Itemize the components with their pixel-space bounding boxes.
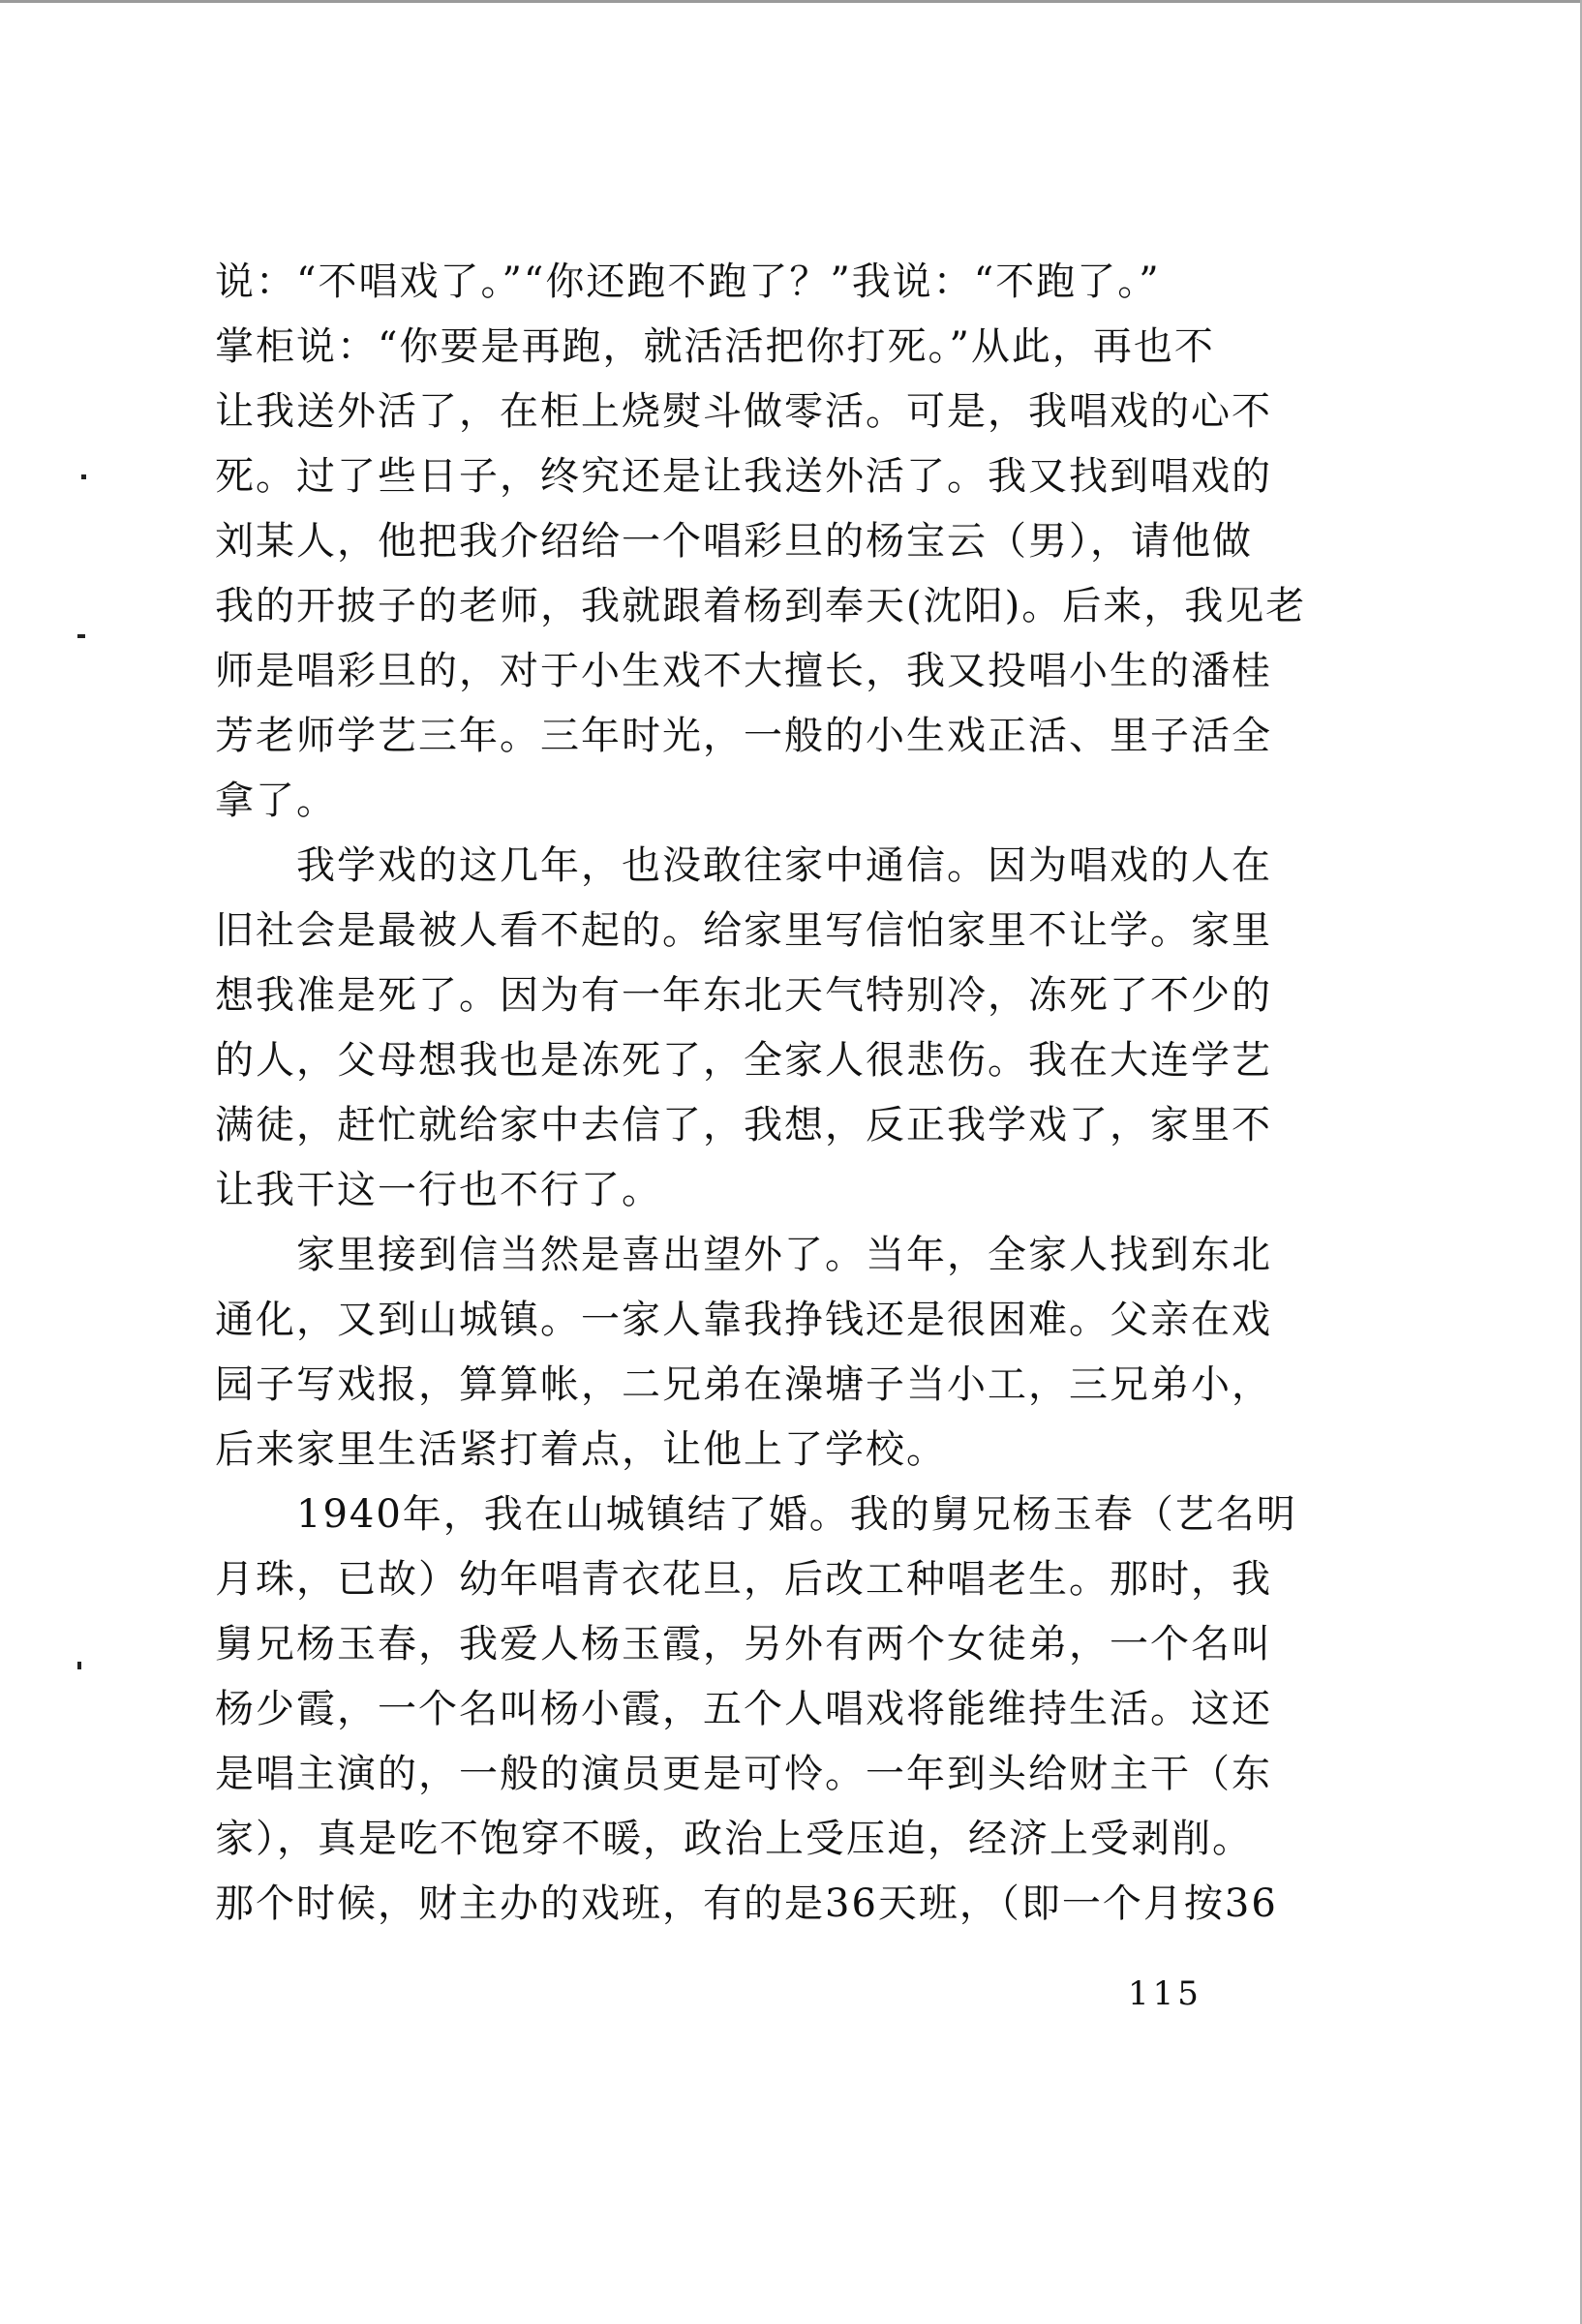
page-number: 115 [1128,1974,1202,2013]
text-line: 旧社会是最被人看不起的。给家里写信怕家里不让学。家里 [215,908,1272,953]
text-line: 园子写戏报，算算帐，二兄弟在澡塘子当小工，三兄弟小， [215,1362,1272,1407]
text-line: 满徒，赶忙就给家中去信了，我想，反正我学戏了，家里不 [215,1103,1272,1147]
body-text [215,250,1309,1937]
text-line: 说：“不唱戏了。”“你还跑不跑了？”我说：“不跑了。” [215,260,1161,304]
text-line: 我的开披子的老师，我就跟着杨到奉天(沈阳)。后来，我见老 [215,584,1307,628]
text-line: 是唱主演的，一般的演员更是可怜。一年到头给财主干（东 [215,1752,1272,1796]
text-line: 师是唱彩旦的，对于小生戏不大擅长，我又投唱小生的潘桂 [215,649,1272,693]
text-line: 死。过了些日子，终究还是让我送外活了。我又找到唱戏的 [215,454,1272,499]
paragraph-3 [215,1223,1309,1483]
scan-speck [77,634,85,638]
text-line: 刘某人，他把我介绍给一个唱彩旦的杨宝云（男），请他做 [215,519,1253,564]
text-line: 家里接到信当然是喜出望外了。当年，全家人找到东北 [215,1233,1272,1277]
text-line: 想我准是死了。因为有一年东北天气特别冷，冻死了不少的 [215,973,1272,1018]
text-line: 拿了。 [215,779,337,823]
paragraph-4 [215,1483,1309,1937]
scan-top-edge [0,0,1582,3]
paragraph-1 [215,250,1309,834]
text-line: 让我干这一行也不行了。 [215,1168,662,1212]
text-line: 1940年，我在山城镇结了婚。我的舅兄杨玉春（艺名明 [215,1492,1297,1537]
text-line: 杨少霞，一个名叫杨小霞，五个人唱戏将能维持生活。这还 [215,1687,1272,1731]
text-line: 我学戏的这几年，也没敢往家中通信。因为唱戏的人在 [215,843,1272,888]
text-line: 家），真是吃不饱穿不暖，政治上受压迫，经济上受剥削。 [215,1817,1253,1861]
text-line: 芳老师学艺三年。三年时光，一般的小生戏正活、里子活全 [215,714,1272,758]
text-line: 通化，又到山城镇。一家人靠我挣钱还是很困难。父亲在戏 [215,1298,1272,1342]
text-line: 让我送外活了，在柜上烧熨斗做零活。可是，我唱戏的心不 [215,389,1272,434]
text-line: 的人，父母想我也是冻死了，全家人很悲伤。我在大连学艺 [215,1038,1272,1083]
text-line: 月珠，已故）幼年唱青衣花旦，后改工种唱老生。那时，我 [215,1557,1272,1602]
scan-speck [77,1662,81,1669]
text-line: 舅兄杨玉春，我爱人杨玉霞，另外有两个女徒弟，一个名叫 [215,1622,1272,1667]
text-line: 后来家里生活紧打着点，让他上了学校。 [215,1427,947,1472]
text-line: 掌柜说：“你要是再跑，就活活把你打死。”从此，再也不 [215,324,1215,369]
paragraph-2 [215,834,1309,1223]
scan-speck [81,474,86,479]
text-line: 那个时候，财主办的戏班，有的是36天班，（即一个月按36 [215,1881,1278,1926]
